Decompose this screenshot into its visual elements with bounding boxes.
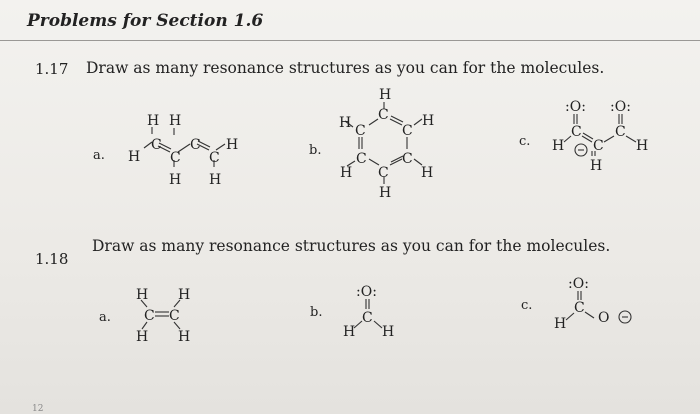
atom-H: H xyxy=(382,324,395,340)
lone-pair-oxygen: :O: xyxy=(565,99,586,115)
page-footer: 12 xyxy=(32,404,44,414)
atom-C: C xyxy=(362,310,373,326)
atom-C: C xyxy=(615,124,626,140)
atom-H: H xyxy=(209,172,222,188)
atom-H: H xyxy=(554,316,567,332)
atom-H: H xyxy=(343,324,356,340)
divider xyxy=(0,40,700,41)
atom-C: C xyxy=(355,123,366,139)
atom-H: H xyxy=(136,287,149,303)
lone-pair-oxygen: :O: xyxy=(568,276,589,292)
label-c-1-17: c. xyxy=(519,134,531,149)
label-a-1-18: a. xyxy=(99,310,111,325)
atom-H: H xyxy=(169,113,182,129)
atom-C: C xyxy=(378,165,389,181)
atom-C: C xyxy=(169,308,180,324)
atom-H: H xyxy=(636,138,649,154)
atom-C: C xyxy=(170,150,181,166)
problem-number-1-18: 1.18 xyxy=(35,250,69,268)
molecule-1-17a-butadiene xyxy=(118,108,258,193)
atom-C: C xyxy=(190,137,201,153)
atom-C: C xyxy=(574,300,585,316)
atom-H: H xyxy=(128,149,141,165)
atom-H: H xyxy=(178,329,191,345)
atom-H: H xyxy=(136,329,149,345)
atom-H: H xyxy=(421,165,434,181)
label-b-1-17: b. xyxy=(309,143,322,158)
atom-O: O xyxy=(598,310,610,326)
atom-H: H xyxy=(379,185,392,201)
problem-number-1-17: 1.17 xyxy=(35,60,69,78)
molecule-1-18c-formate xyxy=(550,272,650,342)
molecule-1-18b-formaldehyde xyxy=(340,280,420,350)
atom-C: C xyxy=(209,150,220,166)
atom-C: C xyxy=(593,138,604,154)
atom-H: H xyxy=(169,172,182,188)
molecule-1-17b-benzene xyxy=(332,85,452,205)
label-b-1-18: b. xyxy=(310,305,323,320)
atom-C: C xyxy=(378,107,389,123)
atom-H: H xyxy=(339,115,352,131)
label-c-1-18: c. xyxy=(521,298,533,313)
atom-H: H xyxy=(590,158,603,174)
atom-C: C xyxy=(571,124,582,140)
problem-text-1-18: Draw as many resonance structures as you can for the molecules. xyxy=(92,237,611,255)
atom-H: H xyxy=(178,287,191,303)
atom-H: H xyxy=(422,113,435,129)
problem-text-1-17: Draw as many resonance structures as you can for the molecules. xyxy=(86,59,605,77)
atom-H: H xyxy=(552,138,565,154)
atom-C: C xyxy=(356,151,367,167)
label-a-1-17: a. xyxy=(93,148,105,163)
atom-C: C xyxy=(402,151,413,167)
atom-H: H xyxy=(379,87,392,103)
section-title: Problems for Section 1.6 xyxy=(27,11,264,31)
molecule-1-18a-ethylene xyxy=(128,283,208,353)
lone-pair-oxygen: :O: xyxy=(610,99,631,115)
atom-C: C xyxy=(151,137,162,153)
atom-C: C xyxy=(144,308,155,324)
atom-H: H xyxy=(147,113,160,129)
atom-C: C xyxy=(402,123,413,139)
molecule-1-17c xyxy=(548,90,668,185)
lone-pair-oxygen: :O: xyxy=(356,284,377,300)
atom-H: H xyxy=(340,165,353,181)
atom-H: H xyxy=(226,137,239,153)
